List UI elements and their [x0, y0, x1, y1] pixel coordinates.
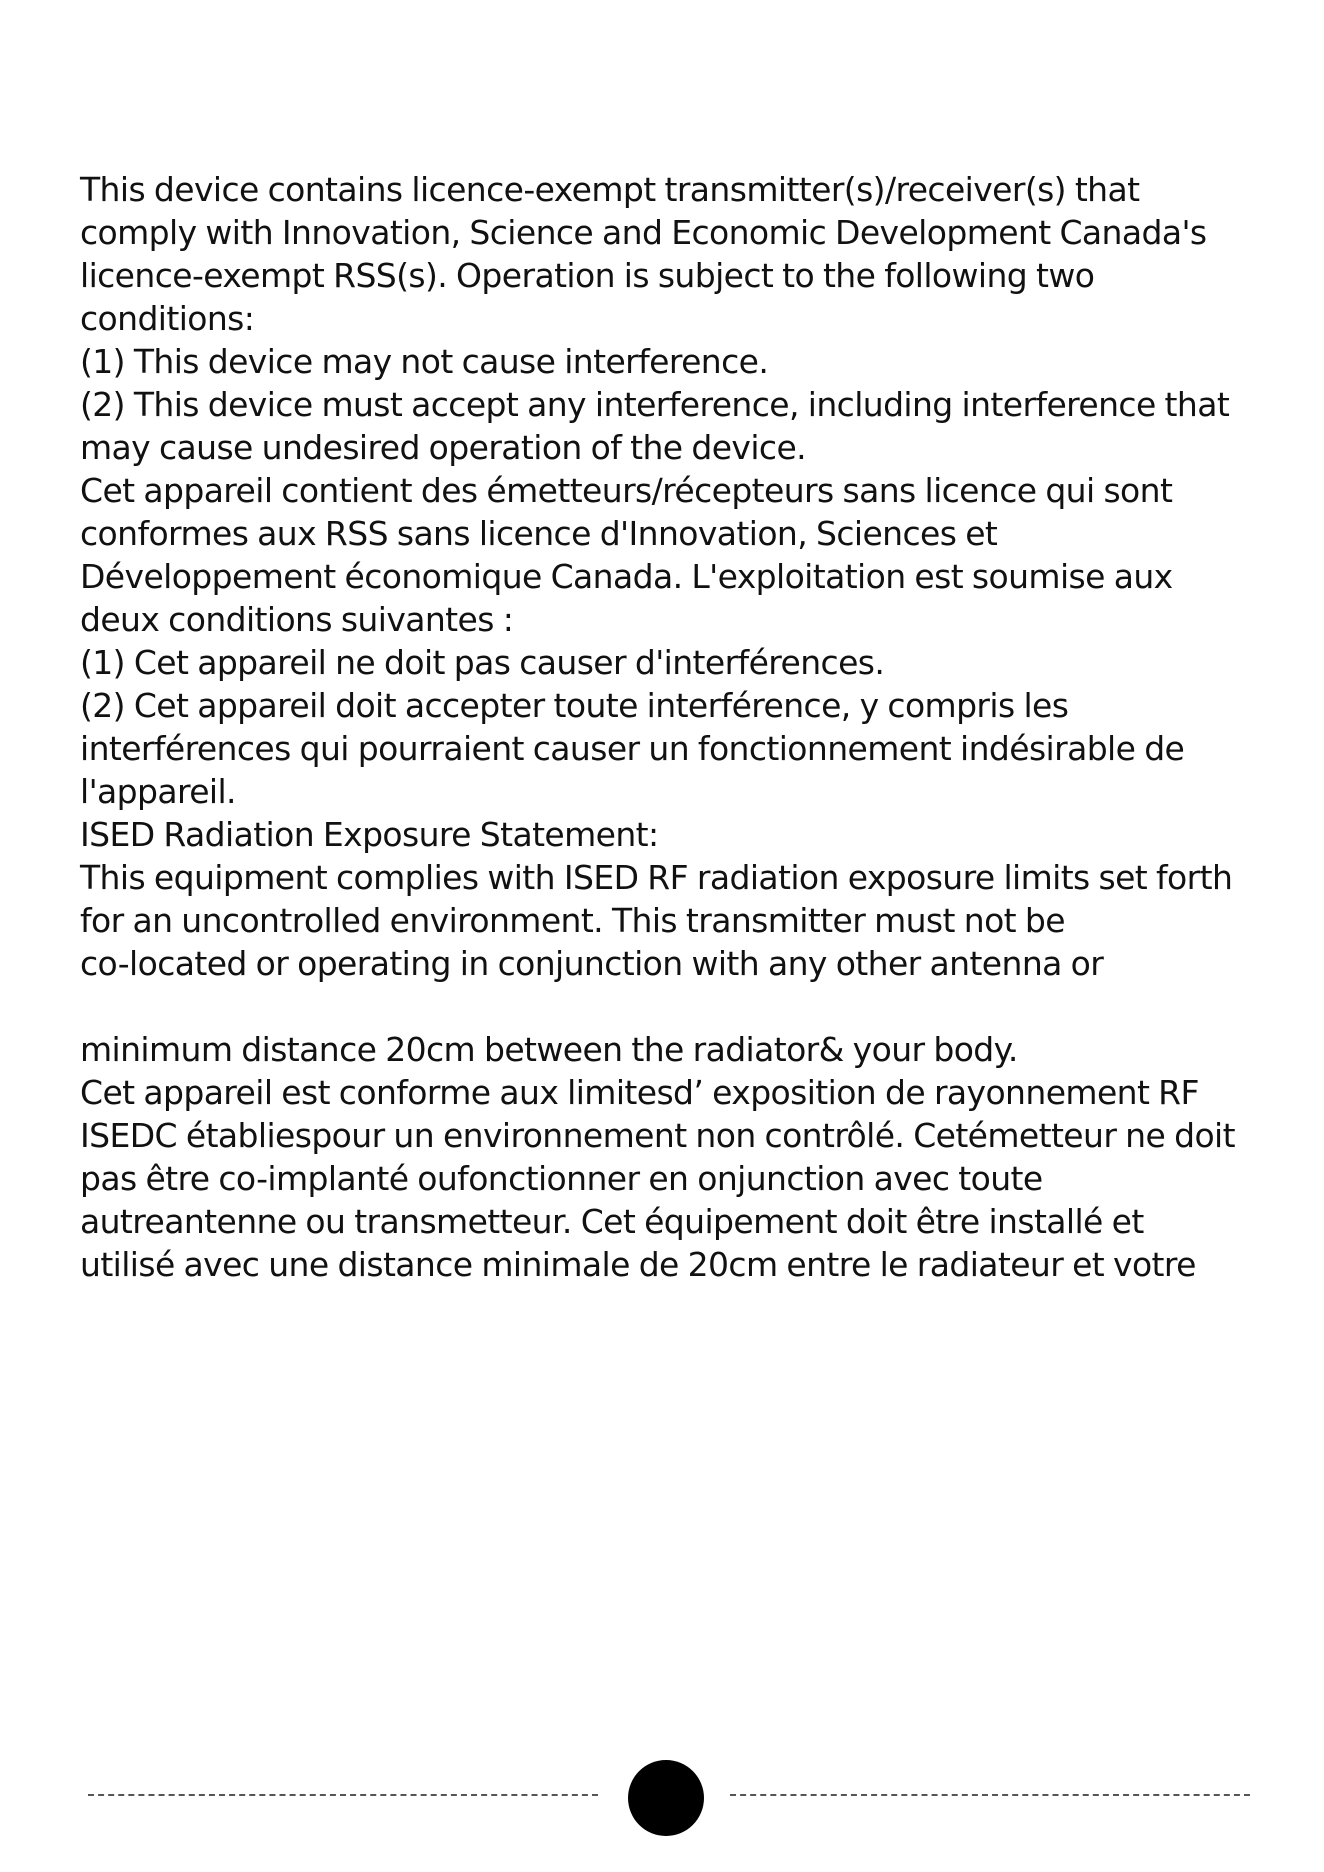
section-heading: ISED Radiation Exposure Statement:: [80, 815, 659, 854]
text-line: for an uncontrolled environment. This transmitter must not be: [80, 901, 1065, 940]
text-line: co-located or operating in conjunction with any other antenna or: [80, 944, 1104, 983]
text-line: deux conditions suivantes :: [80, 600, 514, 639]
text-line: (2) Cet appareil doit accepter toute interférence, y compris les: [80, 686, 1069, 725]
text-line: may cause undesired operation of the device.: [80, 428, 807, 467]
page-marker-dot: [628, 1760, 704, 1836]
document-body: [80, 168, 1260, 1286]
footer-dashed-rule-right: [730, 1794, 1250, 1796]
text-line: (2) This device must accept any interference, including interference that: [80, 385, 1230, 424]
text-line: licence-exempt RSS(s). Operation is subject to the following two: [80, 256, 1095, 295]
blank-line: [80, 985, 1260, 1028]
text-line: utilisé avec une distance minimale de 20cm entre le radiateur et votre: [80, 1245, 1196, 1284]
text-line: (1) Cet appareil ne doit pas causer d'interférences.: [80, 643, 885, 682]
text-line: conditions:: [80, 299, 255, 338]
text-line: interférences qui pourraient causer un fonctionnement indésirable de: [80, 729, 1185, 768]
page-footer: [0, 1760, 1324, 1830]
text-line: pas être co-implanté oufonctionner en onjunction avec toute: [80, 1159, 1043, 1198]
text-line: This equipment complies with ISED RF radiation exposure limits set forth: [80, 858, 1233, 897]
text-line: l'appareil.: [80, 772, 236, 811]
text-line: Développement économique Canada. L'exploitation est soumise aux: [80, 557, 1173, 596]
text-line: (1) This device may not cause interference.: [80, 342, 769, 381]
text-line: Cet appareil contient des émetteurs/récepteurs sans licence qui sont: [80, 471, 1173, 510]
text-line: ISEDC établiespour un environnement non contrôlé. Cetémetteur ne doit: [80, 1116, 1235, 1155]
text-line: autreantenne ou transmetteur. Cet équipement doit être installé et: [80, 1202, 1144, 1241]
text-line: comply with Innovation, Science and Economic Development Canada's: [80, 213, 1207, 252]
text-line: Cet appareil est conforme aux limitesd’ exposition de rayonnement RF: [80, 1073, 1199, 1112]
text-line: conformes aux RSS sans licence d'Innovation, Sciences et: [80, 514, 998, 553]
text-line: minimum distance 20cm between the radiator& your body.: [80, 1030, 1018, 1069]
text-line: This device contains licence-exempt transmitter(s)/receiver(s) that: [80, 170, 1140, 209]
footer-dashed-rule-left: [88, 1794, 598, 1796]
